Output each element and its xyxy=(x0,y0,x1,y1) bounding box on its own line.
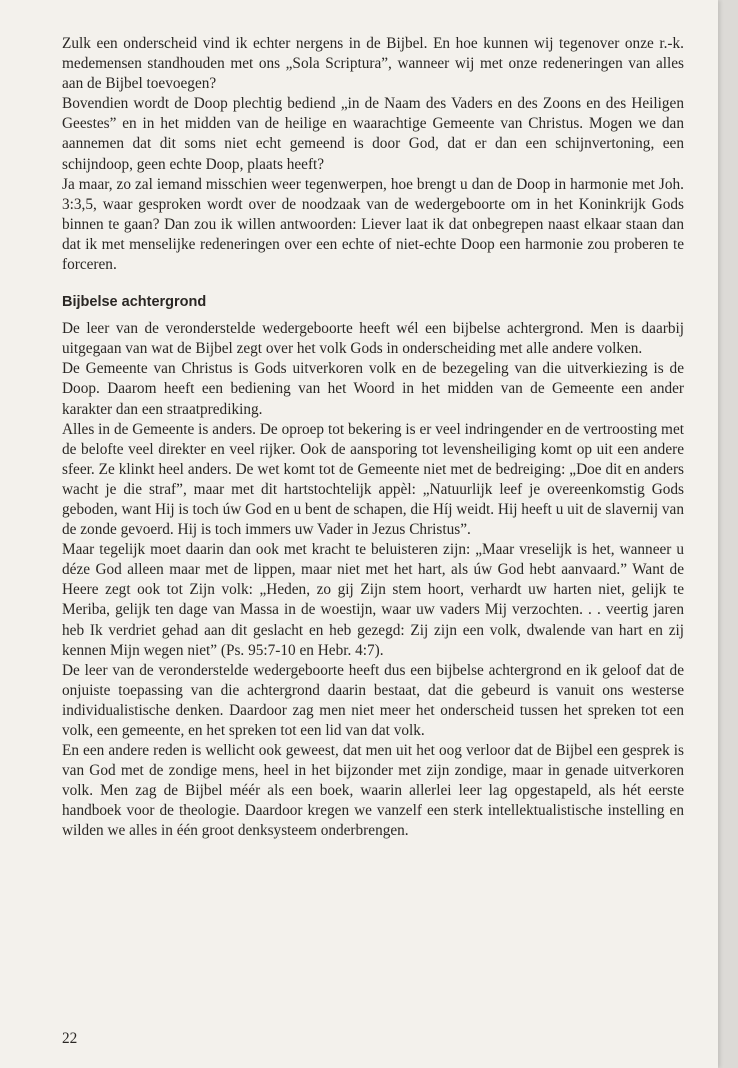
body-text xyxy=(62,34,684,842)
paragraph: Alles in de Gemeente is anders. De oproep tot bekering is er veel indringender en de vertroosting met de belofte veel direkter en veel rijker. Ook de aansporing tot levensheiliging komt op uit een andere sfeer. Ze klinkt heel anders. De wet komt tot de Gemeente niet met de bedreiging: „Doe dit en anders wacht je die straf”, maar met dit hartstochtelijk appèl: „Natuurlijk leef je overeenkomstig Gods geboden, want Hij is toch úw God en u bent de schapen, die Híj weidt. Hij heeft u uit de slavernij van de zonde gevoerd. Hij is toch immers uw Vader in Jezus Christus”. xyxy=(62,420,684,539)
paragraph: Zulk een onderscheid vind ik echter nergens in de Bijbel. En hoe kunnen wij tegenover onze r.-k. medemensen standhouden met ons „Sola Scriptura”, wanneer wij met onze redeneringen van alles aan de Bijbel toevoegen? xyxy=(62,35,684,93)
section-heading: Bijbelse achtergrond xyxy=(62,294,207,311)
paragraph: Bovendien wordt de Doop plechtig bediend „in de Naam des Vaders en des Zoons en des Heiligen Geestes” en in het midden van de heilige en waarachtige Gemeente van Christus. Mogen we dan aannemen dat dit soms niet echt gemeend is door God, dat er dan een schijnvertoning, een schijndoop, geen echte Doop, plaats heeft? xyxy=(62,95,684,173)
paragraph: De leer van de veronderstelde wedergeboorte heeft dus een bijbelse achtergrond en ik geloof dat de onjuiste toepassing van die achtergrond daarin bestaat, dat die gebeurd is vanuit ons westerse individualistische denken. Daardoor zag men niet meer het onderscheid tussen het spreken tot een volk, een gemeente, en het spreken tot een lid van dat volk. xyxy=(62,661,684,739)
page-number: 22 xyxy=(62,1030,78,1047)
paragraph: En een andere reden is wellicht ook geweest, dat men uit het oog verloor dat de Bijbel een gesprek is van God met de zondige mens, heel in het bijzonder met zijn zondige, maar in genade uitverkoren volk. Men zag de Bijbel méér als een boek, waarin allerlei leer lag opgestapeld, als hét eerste handboek voor de theologie. Daardoor kregen we vanzelf een sterk intellektualistische instelling en wilden we alles in één groot denksysteem onderbrengen. xyxy=(62,742,684,840)
paragraph: Maar tegelijk moet daarin dan ook met kracht te beluisteren zijn: „Maar vreselijk is het, wanneer u déze God alleen maar met de lippen, maar niet met het hart, als úw God hebt aanvaard.” Want de Heere zegt ook tot Zijn volk: „Heden, zo gij Zijn stem hoort, verhardt uw harten niet, gelijk te Meriba, gelijk ten dage van Massa in de woestijn, waar uw vaders Mij verzochten. . . veertig jaren heb Ik verdriet gehad aan dit geslacht en heb gezegd: Zij zijn een volk, dwalende van hart en zij kennen Mijn wegen niet” (Ps. 95:7-10 en Hebr. 4:7). xyxy=(62,541,684,659)
paragraph: De Gemeente van Christus is Gods uitverkoren volk en de bezegeling van die uitverkiezing is de Doop. Daarom heeft een bediening van het Woord in het midden van de Gemeente een ander karakter dan een straatprediking. xyxy=(62,360,684,418)
paragraph: De leer van de veronderstelde wedergeboorte heeft wél een bijbelse achtergrond. Men is daarbij uitgegaan van wat de Bijbel zegt over het volk Gods in onderscheiding met alle andere volken. xyxy=(62,320,684,358)
paragraph: Ja maar, zo zal iemand misschien weer tegenwerpen, hoe brengt u dan de Doop in harmonie met Joh. 3:3,5, waar gesproken wordt over de noodzaak van de wedergeboorte om in het Koninkrijk Gods binnen te gaan? Dan zou ik willen antwoorden: Liever laat ik dat onbegrepen naast elkaar staan dan dat ik met menselijke redeneringen over een echte of niet-echte Doop een harmonie zou proberen te forceren. xyxy=(62,175,684,274)
